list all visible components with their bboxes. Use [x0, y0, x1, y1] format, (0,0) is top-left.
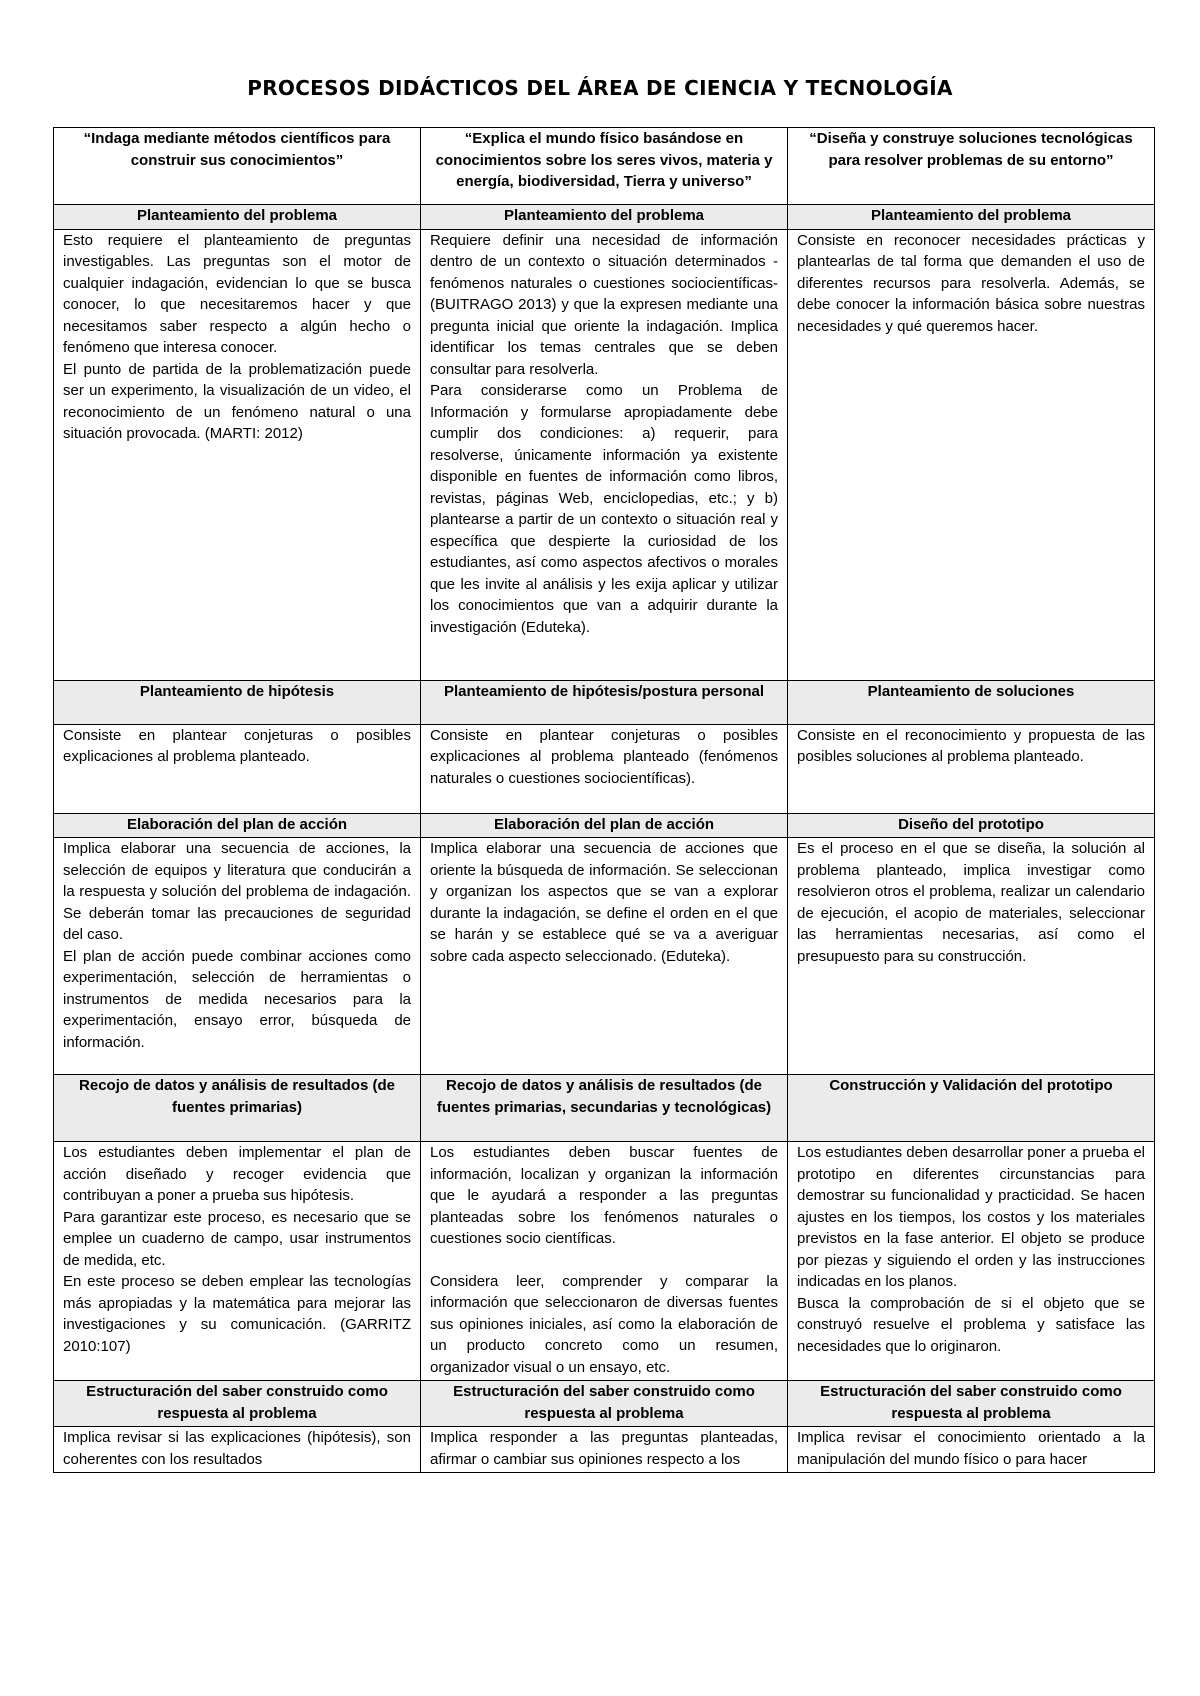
section-header-disena: Construcción y Validación del prototipo — [788, 1075, 1155, 1142]
section-cell-explica — [421, 1142, 788, 1381]
paragraph: En este proceso se deben emplear las tecnologías más apropiadas y la matemática para mejorar las investigaciones y su comunicación. (GARRITZ 2010:107) — [63, 1273, 411, 1355]
section-header-explica: Estructuración del saber construido como respuesta al problema — [421, 1381, 788, 1427]
section-cell-explica — [421, 229, 788, 680]
paragraph: Considera leer, comprender y comparar la información que seleccionaron de diversas fuentes sus opiniones iniciales, así como la elaboración de un producto concreto como un resumen, organizador visual o un ensayo, etc. — [430, 1272, 778, 1376]
section-header-row — [54, 1381, 1155, 1427]
section-cell-disena — [788, 229, 1155, 680]
page-title: PROCESOS DIDÁCTICOS DEL ÁREA DE CIENCIA Y TECNOLOGÍA — [247, 76, 953, 100]
section-header-indaga: Planteamiento del problema — [54, 205, 421, 230]
column-header-indaga: “Indaga mediante métodos científicos para construir sus conocimientos” — [54, 128, 421, 205]
section-header-disena: Estructuración del saber construido como respuesta al problema — [788, 1381, 1155, 1427]
paragraph: Busca la comprobación de si el objeto que se construyó resuelve el problema y satisface las necesidades que lo originaron. — [797, 1294, 1145, 1355]
section-body-row — [54, 838, 1155, 1075]
section-cell-indaga — [54, 1427, 421, 1473]
section-cell-indaga — [54, 1142, 421, 1381]
section-header-explica: Planteamiento de hipótesis/postura personal — [421, 680, 788, 724]
paragraph: El punto de partida de la problematización puede ser un experimento, la visualización de un video, el reconocimiento de un fenómeno natural o una situación provocada. (MARTI: 2012) — [63, 360, 411, 442]
paragraph: Consiste en reconocer necesidades prácticas y plantearlas de tal forma que demanden el uso de diferentes recursos para resolverla. Además, se debe conocer la información básica sobre nuestras necesidades y qué queremos hacer. — [797, 231, 1145, 335]
section-cell-explica — [421, 1427, 788, 1473]
paragraph: Consiste en plantear conjeturas o posibles explicaciones al problema planteado (fenómenos naturales o cuestiones sociocientíficas). — [430, 726, 778, 787]
paragraph: Implica revisar si las explicaciones (hipótesis), son coherentes con los resultados — [63, 1429, 411, 1468]
paragraph: Para considerarse como un Problema de Información y formularse apropiadamente debe cumplir dos condiciones: a) requerir, para resolverse, únicamente información ya existente disponible en fuentes de información como libros, revistas, páginas Web, enciclopedias, etc.; y b) plantearse a partir de un contexto o situación real y específica que despierte la curiosidad de los estudiantes, así como aspectos afectivos o morales que les invite al análisis y les exija aplicar y utilizar los conocimientos que van a adquirir durante la investigación (Eduteka). — [430, 382, 778, 636]
section-body-row — [54, 1427, 1155, 1473]
paragraph: Para garantizar este proceso, es necesario que se emplee un cuaderno de campo, usar instrumentos de medida, etc. — [63, 1208, 411, 1269]
section-cell-disena — [788, 1427, 1155, 1473]
paragraph: Consiste en el reconocimiento y propuesta de las posibles soluciones al problema planteado. — [797, 726, 1145, 765]
paragraph: Los estudiantes deben desarrollar poner a prueba el prototipo en diferentes circunstancias para demostrar su funcionalidad y practicidad. Se hacen ajustes en los tiempos, los costos y los materiales previstos en la fase anterior. El objeto se produce por piezas y siguiendo el orden y las instrucciones indicadas en los planos. — [797, 1144, 1145, 1290]
section-header-disena: Diseño del prototipo — [788, 813, 1155, 838]
paragraph: Implica revisar el conocimiento orientado a la manipulación del mundo físico o para hacer — [797, 1429, 1145, 1468]
section-header-disena: Planteamiento del problema — [788, 205, 1155, 230]
section-header-indaga: Estructuración del saber construido como respuesta al problema — [54, 1381, 421, 1427]
paragraph-spacer — [430, 1250, 778, 1271]
column-header-explica: “Explica el mundo físico basándose en conocimientos sobre los seres vivos, materia y energía, biodiversidad, Tierra y universo” — [421, 128, 788, 205]
section-cell-indaga — [54, 229, 421, 680]
section-cell-disena — [788, 838, 1155, 1075]
section-header-disena: Planteamiento de soluciones — [788, 680, 1155, 724]
section-header-row — [54, 205, 1155, 230]
section-body-row — [54, 724, 1155, 813]
processes-table — [53, 127, 1155, 1473]
column-header-disena: “Diseña y construye soluciones tecnológicas para resolver problemas de su entorno” — [788, 128, 1155, 205]
paragraph: Implica elaborar una secuencia de acciones, la selección de equipos y literatura que conducirán a la respuesta y solución del problema de indagación. Se deberán tomar las precauciones de seguridad del caso. — [63, 840, 411, 943]
section-cell-explica — [421, 838, 788, 1075]
section-cell-explica — [421, 724, 788, 813]
section-body-row — [54, 1142, 1155, 1381]
paragraph: Implica responder a las preguntas planteadas, afirmar o cambiar sus opiniones respecto a los — [430, 1429, 778, 1468]
section-header-row — [54, 680, 1155, 724]
section-cell-disena — [788, 1142, 1155, 1381]
section-header-indaga: Recojo de datos y análisis de resultados (de fuentes primarias) — [54, 1075, 421, 1142]
paragraph: El plan de acción puede combinar acciones como experimentación, selección de herramientas o instrumentos de medida necesarios para la experimentación, ensayo error, búsqueda de información. — [63, 947, 411, 1051]
section-header-indaga: Planteamiento de hipótesis — [54, 680, 421, 724]
section-header-explica: Recojo de datos y análisis de resultados (de fuentes primarias, secundarias y tecnológicas) — [421, 1075, 788, 1142]
paragraph: Esto requiere el planteamiento de preguntas investigables. Las preguntas son el motor de cualquier indagación, evidencian lo que se busca conocer, lo que necesitaremos hacer y que necesitamos saber respecto a algún hecho o fenómeno que interesa conocer. — [63, 231, 411, 356]
section-header-indaga: Elaboración del plan de acción — [54, 813, 421, 838]
paragraph: Consiste en plantear conjeturas o posibles explicaciones al problema planteado. — [63, 726, 411, 765]
section-header-row — [54, 813, 1155, 838]
column-header-row — [54, 128, 1155, 205]
section-header-explica: Planteamiento del problema — [421, 205, 788, 230]
section-header-row — [54, 1075, 1155, 1142]
paragraph: Requiere definir una necesidad de información dentro de un contexto o situación determinados - fenómenos naturales o cuestiones sociocientíficas- (BUITRAGO 2013) y que la expresen mediante una pregunta inicial que oriente la indagación. Implica identificar los temas centrales que se deben consultar para resolverla. — [430, 231, 778, 378]
section-cell-indaga — [54, 838, 421, 1075]
paragraph: Es el proceso en el que se diseña, la solución al problema planteado, implica investigar como resolvieron otros el problema, realizar un calendario de ejecución, el acopio de materiales, seleccionar las herramientas necesarias, así como el presupuesto para su construcción. — [797, 840, 1145, 965]
paragraph: Los estudiantes deben buscar fuentes de información, localizan y organizan la información que le ayudará a responder a las preguntas planteadas sobre los fenómenos naturales o cuestiones socio científicas. — [430, 1144, 778, 1247]
section-cell-indaga — [54, 724, 421, 813]
section-body-row — [54, 229, 1155, 680]
paragraph: Los estudiantes deben implementar el plan de acción diseñado y recoger evidencia que contribuyan a poner a prueba sus hipótesis. — [63, 1144, 411, 1204]
section-header-explica: Elaboración del plan de acción — [421, 813, 788, 838]
section-cell-disena — [788, 724, 1155, 813]
paragraph: Implica elaborar una secuencia de acciones que oriente la búsqueda de información. Se seleccionan y organizan los aspectos que se van a explorar durante la indagación, se define el orden en el que se harán y se establece qué se va a averiguar sobre cada aspecto seleccionado. (Eduteka). — [430, 840, 778, 965]
